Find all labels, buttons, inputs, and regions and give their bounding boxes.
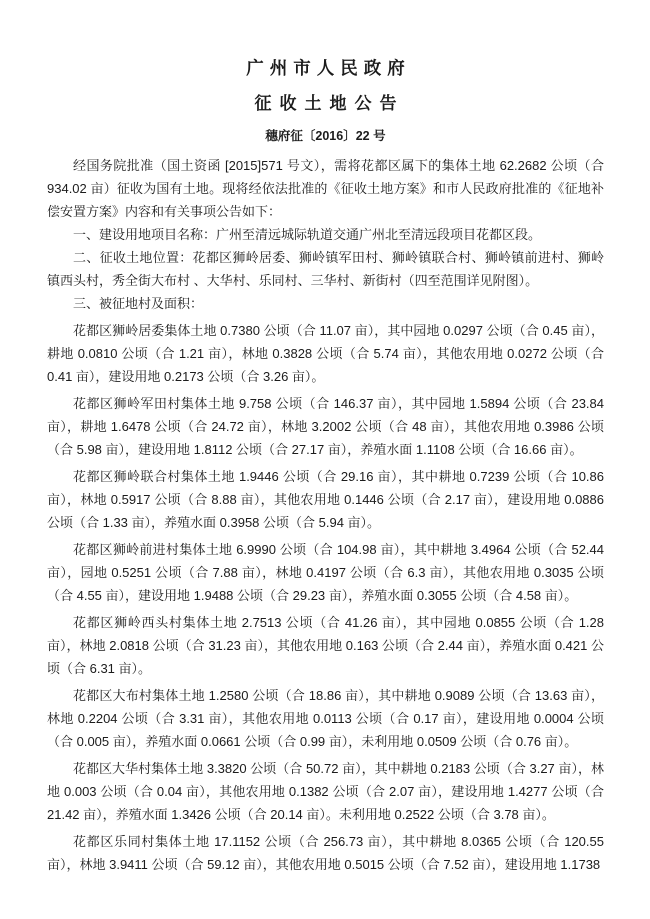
para-lianhe-village: 花都区狮岭联合村集体土地 1.9446 公顷（合 29.16 亩），其中耕地 0.7239 公顷（合 10.86 亩），林地 0.5917 公顷（合 8.88 亩），其他农用地 0.1446 公顷（合 2.17 亩），建设用地 0.0886 公顷（合 1.33 亩），养殖水面 0.3958 公顷（合 5.94 亩）。 xyxy=(47,469,604,530)
paragraph-intro: 经国务院批准（国土资函 [2015]571 号文），需将花都区属下的集体土地 62.2682 公顷（合 934.02 亩）征收为国有土地。现将经依法批准的《征收土地方案》和市人民政府批准的《征地补偿安置方案》内容和有关事项公告如下： xyxy=(47,158,604,219)
para-letong-village: 花都区乐同村集体土地 17.1152 公顷（合 256.73 亩），其中耕地 8.0365 公顷（合 120.55 亩），林地 3.9411 公顷（合 59.12 亩），其他农用地 0.5015 公顷（合 7.52 亩），建设用地 1.1738 xyxy=(47,834,604,872)
para-dabu-village: 花都区大布村集体土地 1.2580 公顷（合 18.86 亩），其中耕地 0.9089 公顷（合 13.63 亩），林地 0.2204 公顷（合 3.31 亩），其他农用地 0.0113 公顷（合 0.17 亩），建设用地 0.0004 公顷（合 0.005 亩），养殖水面 0.0661 公顷（合 0.99 亩），未利用地 0.0509 公顷（合 0.76 亩）。 xyxy=(47,688,604,749)
para-xitou-village: 花都区狮岭西头村集体土地 2.7513 公顷（合 41.26 亩），其中园地 0.0855 公顷（合 1.28 亩），林地 2.0818 公顷（合 31.23 亩），其他农用地 0.163 公顷（合 2.44 亩），养殖水面 0.421 公顷（合 6.31 亩）。 xyxy=(47,615,604,676)
item-project-name: 一、建设用地项目名称：广州至清远城际轨道交通广州北至清远段项目花都区段。 xyxy=(73,227,542,242)
para-dahua-village: 花都区大华村集体土地 3.3820 公顷（合 50.72 亩），其中耕地 0.2183 公顷（合 3.27 亩），林地 0.003 公顷（合 0.04 亩），其他农用地 0.1382 公顷（合 2.07 亩），建设用地 1.4277 公顷（合 21.42 亩），养殖水面 1.3426 公顷（合 20.14 亩）。未利用地 0.2522 公顷（合 3.78 亩）。 xyxy=(47,761,604,822)
para-juntian-village: 花都区狮岭军田村集体土地 9.758 公顷（合 146.37 亩），其中园地 1.5894 公顷（合 23.84 亩），耕地 1.6478 公顷（合 24.72 亩），林地 3.2002 公顷（合 48 亩），其他农用地 0.3986 公顷（合 5.98 亩），建设用地 1.8112 公顷（合 27.17 亩），养殖水面 1.1108 公顷（合 16.66 亩）。 xyxy=(47,396,604,457)
document-subtitle: 征收土地公告 xyxy=(254,94,405,113)
document-title: 广州市人民政府 xyxy=(246,58,411,78)
document-number: 穗府征〔2016〕22 号 xyxy=(265,129,386,143)
para-qianjin-village: 花都区狮岭前进村集体土地 6.9990 公顷（合 104.98 亩），其中耕地 3.4964 公顷（合 52.44 亩），园地 0.5251 公顷（合 7.88 亩），林地 0.4197 公顷（合 6.3 亩），其他农用地 0.3035 公顷（合 4.55 亩），建设用地 1.9488 公顷（合 29.23 亩），养殖水面 0.3055 公顷（合 4.58 亩）。 xyxy=(47,542,604,603)
para-shiling-juwei: 花都区狮岭居委集体土地 0.7380 公顷（合 11.07 亩），其中园地 0.0297 公顷（合 0.45 亩），耕地 0.0810 公顷（合 1.21 亩），林地 0.3828 公顷（合 5.74 亩），其他农用地 0.0272 公顷（合 0.41 亩），建设用地 0.2173 公顷（合 3.26 亩）。 xyxy=(47,323,604,384)
document-body xyxy=(47,154,604,876)
item-villages-heading: 三、被征地村及面积： xyxy=(73,296,204,311)
item-land-location: 二、征收土地位置：花都区狮岭居委、狮岭镇军田村、狮岭镇联合村、狮岭镇前进村、狮岭镇西头村，秀全街大布村 、大华村、乐同村、三华村、新街村（四至范围详见附图）。 xyxy=(47,250,604,288)
